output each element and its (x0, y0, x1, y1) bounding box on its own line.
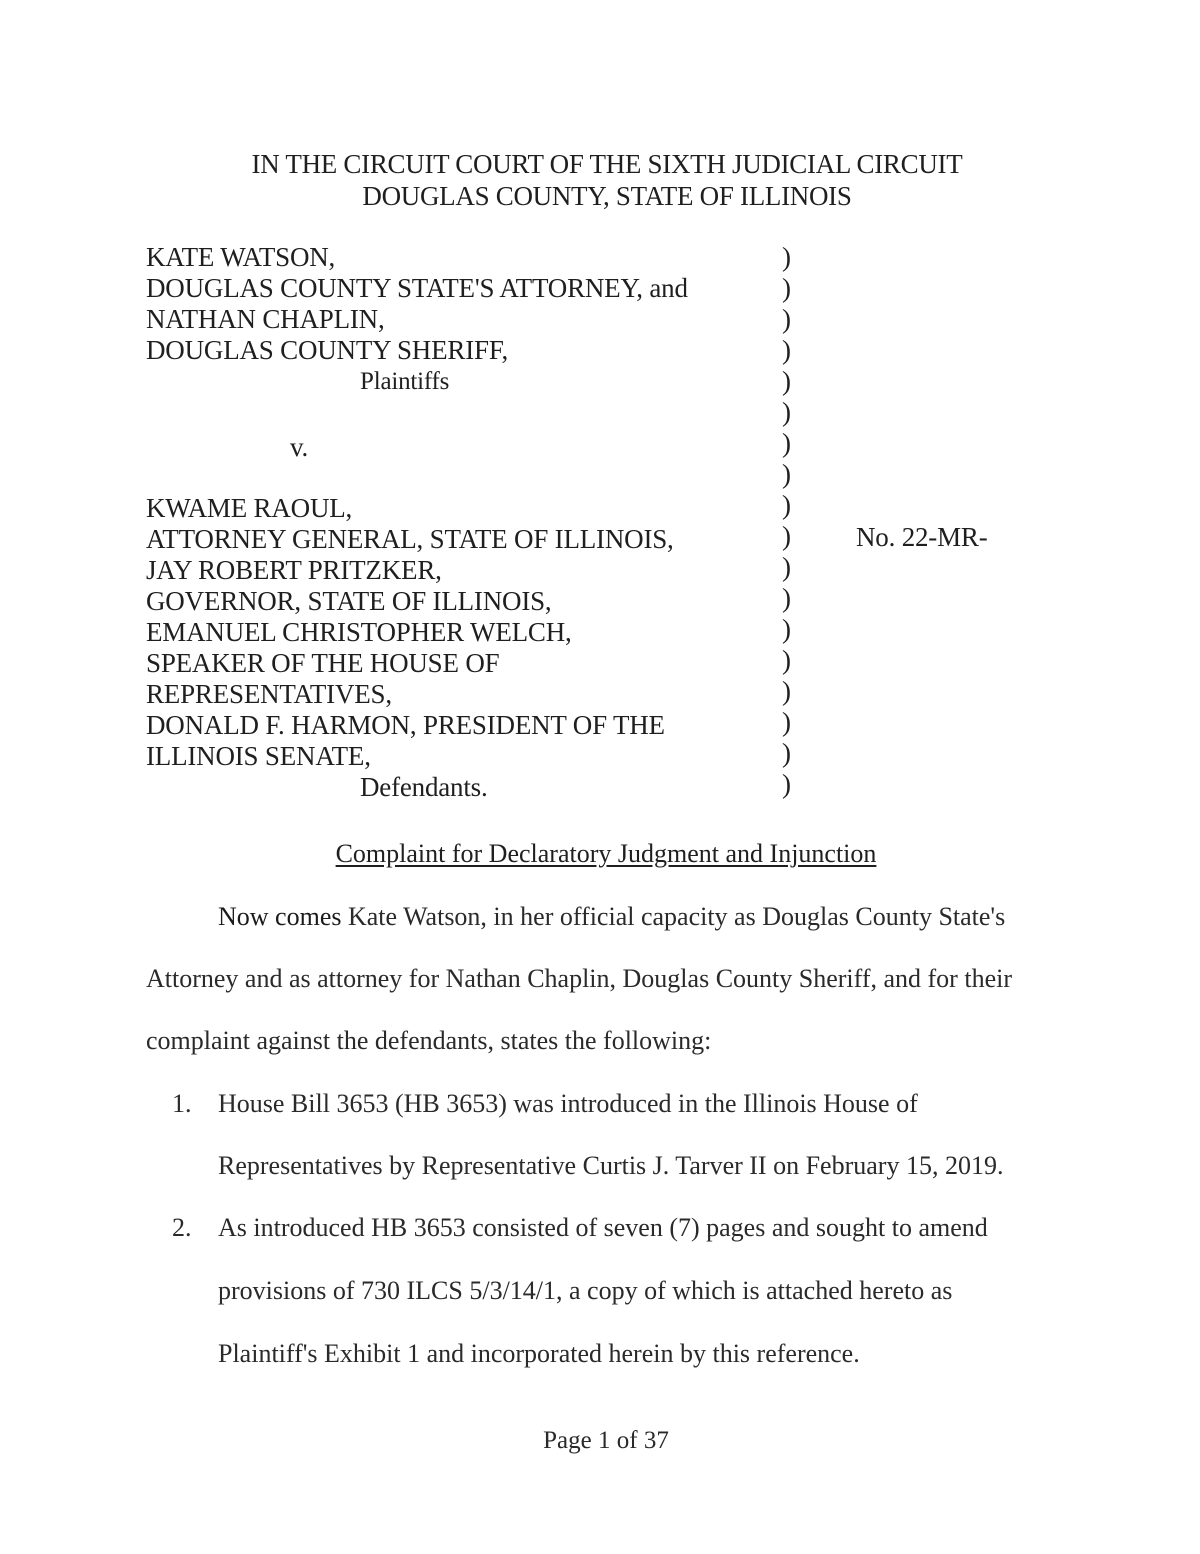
intro-line-1-text: Kate Watson, in her official capacity as Douglas County State's (341, 902, 1006, 931)
paragraph-number: 2. (172, 1213, 192, 1242)
intro-line-1 (218, 901, 1005, 933)
defendants-label: Defendants. (360, 772, 488, 802)
defendant-name-line: DONALD F. HARMON, PRESIDENT OF THE (146, 710, 665, 740)
caption-paren: ) (782, 490, 791, 520)
caption-paren: ) (782, 707, 791, 737)
caption-paren: ) (782, 242, 791, 272)
paragraph-number: 1. (172, 1089, 192, 1118)
court-name-line-1: IN THE CIRCUIT COURT OF THE SIXTH JUDICIAL CIRCUIT (251, 149, 963, 179)
paragraph-line: House Bill 3653 (HB 3653) was introduced in the Illinois House of (218, 1089, 918, 1118)
plaintiffs-label: Plaintiffs (360, 368, 450, 395)
defendant-name-line: JAY ROBERT PRITZKER, (146, 555, 442, 585)
caption-paren: ) (782, 738, 791, 768)
defendant-name-line: KWAME RAOUL, (146, 493, 353, 523)
intro-lead: Now comes (218, 902, 342, 931)
defendant-name-line: EMANUEL CHRISTOPHER WELCH, (146, 617, 572, 647)
paragraph-line: Representatives by Representative Curtis J. Tarver II on February 15, 2019. (218, 1151, 1004, 1180)
plaintiff-name-line: KATE WATSON, (146, 242, 336, 272)
intro-line-3: complaint against the defendants, states the following: (146, 1026, 712, 1055)
plaintiff-name-line: DOUGLAS COUNTY SHERIFF, (146, 335, 509, 365)
paragraph-line: Plaintiff's Exhibit 1 and incorporated herein by this reference. (218, 1339, 860, 1368)
document-title: Complaint for Declaratory Judgment and Injunction (335, 839, 877, 868)
plaintiff-name-line: NATHAN CHAPLIN, (146, 304, 385, 334)
caption-paren: ) (782, 552, 791, 582)
caption-paren: ) (782, 366, 791, 396)
caption-paren: ) (782, 645, 791, 675)
defendant-name-line: ATTORNEY GENERAL, STATE OF ILLINOIS, (146, 524, 674, 554)
caption-paren: ) (782, 459, 791, 489)
paragraph-line: As introduced HB 3653 consisted of seven (7) pages and sought to amend (218, 1213, 988, 1242)
court-name-line-2: DOUGLAS COUNTY, STATE OF ILLINOIS (362, 181, 852, 211)
defendant-name-line: GOVERNOR, STATE OF ILLINOIS, (146, 586, 552, 616)
defendant-name-line: SPEAKER OF THE HOUSE OF (146, 648, 500, 678)
versus-label: v. (290, 432, 309, 462)
caption-paren: ) (782, 614, 791, 644)
caption-paren: ) (782, 583, 791, 613)
plaintiff-name-line: DOUGLAS COUNTY STATE'S ATTORNEY, and (146, 273, 688, 303)
caption-paren: ) (782, 335, 791, 365)
caption-paren: ) (782, 521, 791, 551)
caption-paren: ) (782, 397, 791, 427)
defendant-name-line: REPRESENTATIVES, (146, 679, 392, 709)
defendant-name-line: ILLINOIS SENATE, (146, 741, 371, 771)
caption-paren: ) (782, 676, 791, 706)
intro-line-2: Attorney and as attorney for Nathan Chaplin, Douglas County Sheriff, and for their (146, 964, 1012, 993)
page-number: Page 1 of 37 (543, 1427, 669, 1454)
paragraph-line: provisions of 730 ILCS 5/3/14/1, a copy of which is attached hereto as (218, 1276, 953, 1305)
caption-paren: ) (782, 428, 791, 458)
caption-paren: ) (782, 304, 791, 334)
caption-paren: ) (782, 273, 791, 303)
caption-paren: ) (782, 769, 791, 799)
case-number: No. 22-MR- (856, 522, 988, 552)
